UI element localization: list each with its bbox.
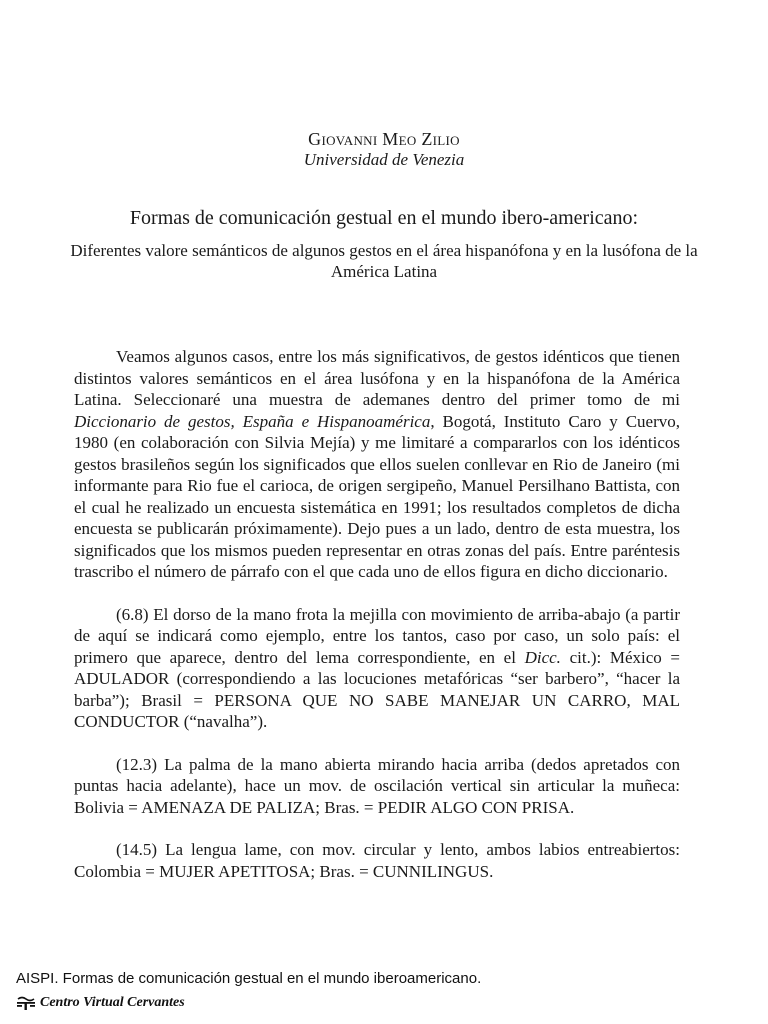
footer-source: AISPI. Formas de comunicación gestual en el mundo iberoamericano. <box>16 970 482 987</box>
footer-brand-label: Centro Virtual Cervantes <box>40 995 185 1010</box>
paragraph-gesture-6-8-text-a: (6.8) El dorso de la mano frota la mejilla con movimiento de arriba-abajo (a partir de aquí se indicará como ejemplo, entre los tantos, caso por caso, un solo país: el primero que aparece, dentro del lema correspondiente, en el <box>74 604 680 667</box>
paragraph-intro-text-a: Veamos algunos casos, entre los más significativos, de gestos idénticos que tienen distintos valores semánticos en el área lusófona y en la hispanófona de la América Latina. Seleccionaré una muestra de ademanes dentro del primer tomo de mi <box>74 347 680 409</box>
paragraph-gesture-6-8-text-b: cit.): México = ADULADOR (correspondiendo a las locuciones metafóricas “ser barbero”, “hacer la barba”); Brasil = PERSONA QUE NO SABE MANEJAR UN CARRO, MAL CONDUCTOR (“navalha”). <box>74 647 680 731</box>
dictionary-title: Diccionario de gestos, España e Hispanoamérica <box>74 411 431 431</box>
paragraph-intro <box>74 346 680 583</box>
paper-title: Formas de comunicación gestual en el mundo ibero-americano: <box>129 207 639 229</box>
cvc-logo-icon <box>16 996 36 1010</box>
body-text <box>74 346 680 903</box>
author-name: Giovanni Meo Zilio <box>308 129 460 149</box>
footer-brand[interactable] <box>16 995 185 1011</box>
paragraph-gesture-14-5: (14.5) La lengua lame, con mov. circular y lento, ambos labios entreabiertos: Colombia = MUJER APETITOSA; Bras. = CUNNILINGUS. <box>74 840 680 881</box>
paper-subtitle: Diferentes valore semánticos de algunos gestos en el área hispanófona y en la lusófona de la América Latina <box>70 241 698 281</box>
paragraph-gesture-6-8 <box>74 604 680 733</box>
paragraph-intro-text-b: , Bogotá, Instituto Caro y Cuervo, 1980 (en colaboración con Silvia Mejía) y me limitaré a compararlos con los idénticos gestos brasileños según los significados que ellos suelen conllevar en Rio de Janeiro (mi informante para Rio fue el carioca, de origen sergipeño, Manuel Persilhano Battista, con el cual he realizado un encuesta sistemática en 1991; los resultados completos de dicha encuesta se publicarán próximamente). Dejo pues a un lado, dentro de esta muestra, los significados que los mismos pueden representar en otras zonas del país. Entre paréntesis trascribo el número de párrafo con el que cada uno de ellos figura en dicho diccionario. <box>74 411 680 581</box>
author-affiliation: Universidad de Venezia <box>303 150 465 169</box>
dicc-abbreviation: Dicc. <box>524 647 561 667</box>
paragraph-gesture-12-3: (12.3) La palma de la mano abierta mirando hacia arriba (dedos apretados con puntas hacia adelante), hace un mov. de oscilación vertical sin articular la muñeca: Bolivia = AMENAZA DE PALIZA; Bras. = PEDIR ALGO CON PRISA. <box>74 754 680 817</box>
